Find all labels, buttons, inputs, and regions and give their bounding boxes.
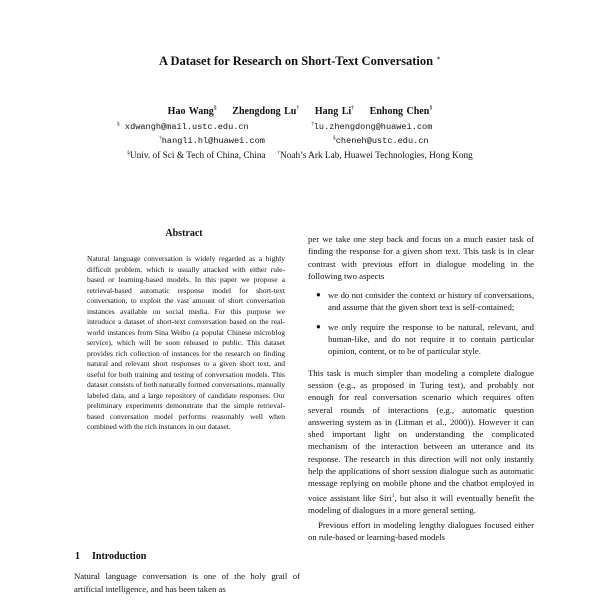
author-email: §cheneh@ustc.edu.cn <box>333 135 429 146</box>
affiliations <box>0 150 600 161</box>
body-paragraph: per we take one step back and focus on a much easier task of finding the response for a given short text. This task is in clear contrast with previous effort in dialogue modeling in the following two aspects <box>308 234 534 281</box>
affiliation: §Univ. of Sci & Tech of China, China <box>127 150 266 162</box>
author-email: †lu.zhengdong@huawei.com <box>311 121 433 132</box>
title-footnote-mark: ∗ <box>436 54 441 62</box>
abstract-text: Natural language conversation is widely regarded as a highly difficult problem, which is usually attacked with either rule-based or learning-based models. In this paper we propose a retrieval-based automatic response model for short-text conversation, to exploit the vast amount of short conversation instances available on social media. For this purpose we introduce a dataset of short-text conversation based on the real-world instances from Sina Weibo (a popular Chinese microblog service), which will be soon released to public. This dataset provides rich collection of instances for the research on finding natural and relevant short responses to a given short text, and useful for both training and testing of conversation models. This dataset consists of both naturally formed conversations, manually labeled data, and a large repository of candidate responses. Our preliminary experiments demonstrate that the simple retrieval-based conversation model performs reasonably well when combined with the rich instances in our dataset. <box>87 254 285 431</box>
author-name: Hang Li† <box>314 106 355 118</box>
body-paragraph: Previous effort in modeling lengthy dialogues focused either on rule-based or learning-based models <box>308 520 534 543</box>
author-name: Enhong Chen§ <box>369 106 433 118</box>
section-number: 1 <box>75 551 80 562</box>
author-name: Hao Wang§ <box>167 106 217 118</box>
author-list <box>0 106 600 117</box>
bullet-icon: ● <box>316 290 321 300</box>
bullet-icon: ● <box>316 321 321 331</box>
introduction-text: Natural language conversation is one of the holy grail of artificial intelligence, and has been taken as <box>74 571 300 594</box>
affiliation: †Noah’s Ark Lab, Huawei Technologies, Hong Kong <box>277 150 473 162</box>
author-email: § xdwangh@mail.ustc.edu.cn <box>117 121 249 132</box>
right-column <box>308 233 534 544</box>
paper-title <box>0 54 600 69</box>
list-item: ● we only require the response to be natural, relevant, and human-like, and do not require it to contain particular opinion, content, or to be of particular style. <box>316 321 534 357</box>
section-title: Introduction <box>92 551 147 562</box>
abstract-heading: Abstract <box>165 228 203 239</box>
bullet-list <box>308 289 534 357</box>
footnote-mark: 1 <box>391 492 395 499</box>
body-paragraph: This task is much simpler than modeling a complete dialogue session (e.g., as proposed in Turing test), and probably not enough for real conversation scenario which requires often several rounds of interactions (e.g., automatic question answering system as in (Litman et al., 2000)). However it can shed important light on understanding the complicated mechanism of the interaction between an utterance and its response. The research in this direction will not only instantly help the applications of short session dialogue such as automatic message replying on mobile phone and the chatbot employed in voice assistant like Siri$^1$, but also it will eventually benefit the modeling of dialogues in a more general setting. <box>308 367 534 515</box>
author-name: Zhengdong Lu† <box>232 106 300 118</box>
paper-title-text: A Dataset for Research on Short-Text Conversation <box>159 54 434 69</box>
list-item: ● we do not consider the context or history of conversations, and assume that the given short text is self-contained; <box>316 290 534 313</box>
section-heading <box>75 551 146 562</box>
author-email: †hangli.hl@huawei.com <box>159 135 265 146</box>
